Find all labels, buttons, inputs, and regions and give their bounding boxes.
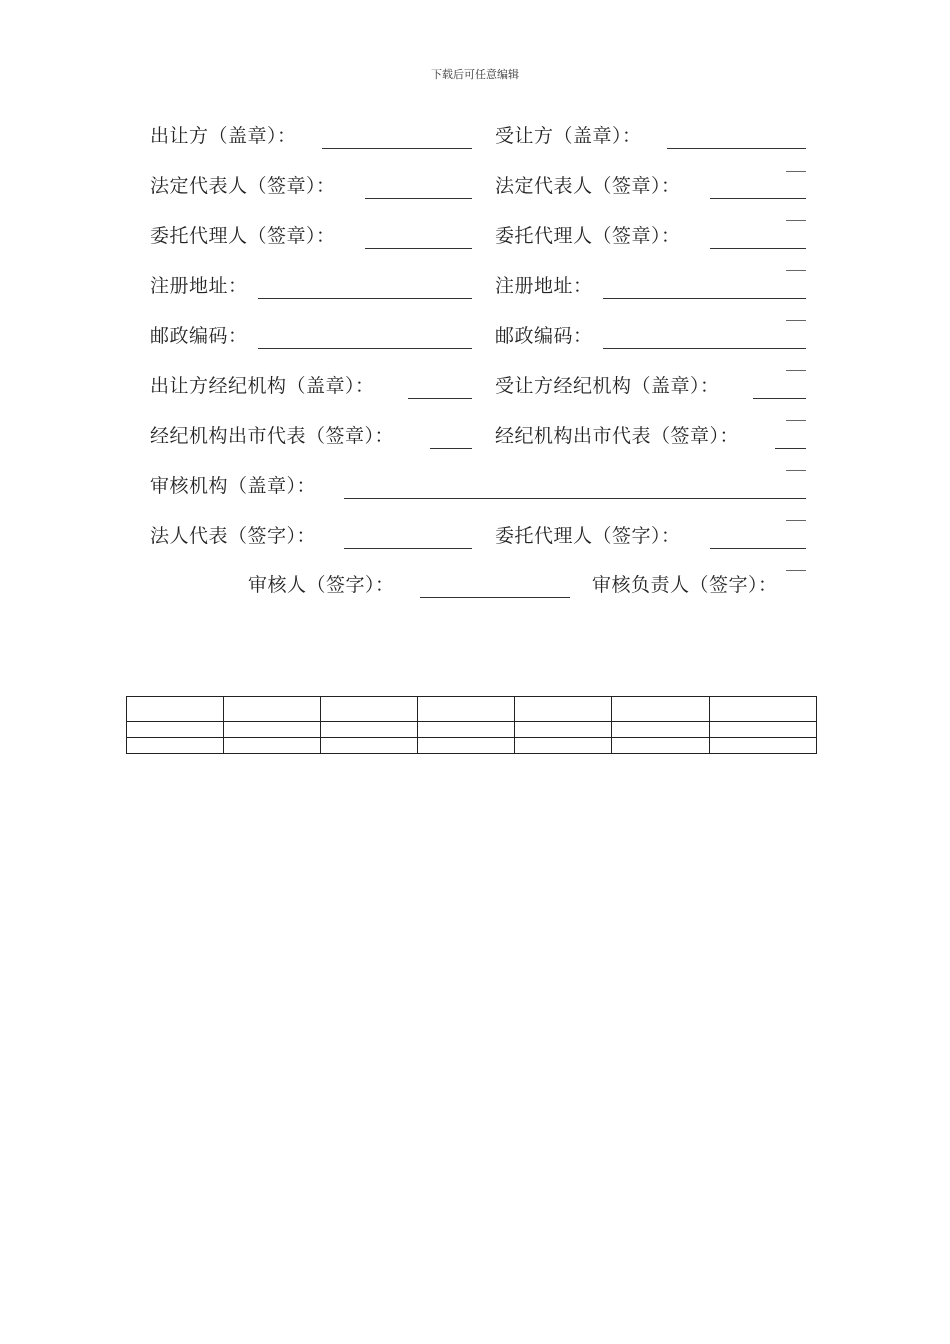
form-row-seal <box>0 121 950 151</box>
table-cell[interactable] <box>515 738 612 754</box>
grantee-seal-label: 受让方（盖章）： <box>495 125 642 147</box>
table-cell[interactable] <box>224 738 321 754</box>
grantor-broker-line <box>408 398 472 399</box>
agent-right-field[interactable] <box>495 221 806 251</box>
form-row-postcode <box>0 321 950 351</box>
address-left-field[interactable] <box>150 271 472 301</box>
broker-rep-right-field[interactable] <box>495 421 806 451</box>
grantor-broker-field[interactable] <box>150 371 472 401</box>
legal-rep-left-field[interactable] <box>150 171 472 201</box>
table-cell[interactable] <box>224 697 321 722</box>
table-cell[interactable] <box>710 738 817 754</box>
form-row-audit-sign <box>0 570 950 600</box>
audit-org-label: 审核机构（盖章）： <box>150 475 317 497</box>
broker-rep-right-label: 经纪机构出市代表（签章）： <box>495 425 740 447</box>
legal-rep-sign-field[interactable] <box>150 521 472 551</box>
grantor-seal-line <box>322 148 472 149</box>
audit-head-sign-field[interactable] <box>592 570 806 600</box>
table-cell[interactable] <box>127 697 224 722</box>
table-cell[interactable] <box>127 722 224 738</box>
grantor-broker-label: 出让方经纪机构（盖章）： <box>150 375 375 397</box>
broker-rep-left-label: 经纪机构出市代表（签章）： <box>150 425 395 447</box>
postcode-right-label: 邮政编码： <box>495 325 593 347</box>
agent-right-label: 委托代理人（签章）： <box>495 225 681 247</box>
agent-left-line <box>365 248 472 249</box>
grantee-broker-line <box>753 398 806 399</box>
broker-rep-right-line <box>775 448 806 449</box>
audit-org-line <box>344 498 806 499</box>
auditor-sign-line <box>420 597 570 598</box>
form-row-broker-rep <box>0 421 950 451</box>
table-cell[interactable] <box>612 722 710 738</box>
table-cell[interactable] <box>418 722 515 738</box>
grantee-seal-line <box>667 148 806 149</box>
empty-grid-table <box>126 696 817 754</box>
table-cell[interactable] <box>321 738 418 754</box>
grantor-seal-field[interactable] <box>150 121 472 151</box>
table-cell[interactable] <box>127 738 224 754</box>
broker-rep-left-line <box>430 448 472 449</box>
grantee-broker-field[interactable] <box>495 371 806 401</box>
table-row <box>127 722 817 738</box>
table-cell[interactable] <box>418 697 515 722</box>
legal-rep-left-line <box>365 198 472 199</box>
legal-rep-sign-line <box>344 548 472 549</box>
page-header: 下载后可任意编辑 <box>431 68 519 81</box>
form-row-sign <box>0 521 950 551</box>
table-cell[interactable] <box>515 722 612 738</box>
postcode-left-label: 邮政编码： <box>150 325 248 347</box>
address-right-label: 注册地址： <box>495 275 593 297</box>
grantor-seal-label: 出让方（盖章）： <box>150 125 297 147</box>
table-cell[interactable] <box>710 697 817 722</box>
agent-left-label: 委托代理人（签章）： <box>150 225 336 247</box>
grantee-seal-field[interactable] <box>495 121 806 151</box>
postcode-left-line <box>258 348 472 349</box>
agent-right-line <box>710 248 806 249</box>
form-row-agent <box>0 221 950 251</box>
audit-org-field[interactable] <box>150 471 806 501</box>
postcode-right-line <box>603 348 806 349</box>
legal-rep-right-line <box>710 198 806 199</box>
grantee-broker-label: 受让方经纪机构（盖章）： <box>495 375 720 397</box>
table-cell[interactable] <box>224 722 321 738</box>
table-cell[interactable] <box>612 697 710 722</box>
legal-rep-left-label: 法定代表人（签章）： <box>150 175 336 197</box>
postcode-right-field[interactable] <box>495 321 806 351</box>
auditor-sign-field[interactable] <box>248 570 570 600</box>
form-row-address <box>0 271 950 301</box>
legal-rep-right-field[interactable] <box>495 171 806 201</box>
table-row <box>127 697 817 722</box>
address-left-line <box>258 298 472 299</box>
table-cell[interactable] <box>321 722 418 738</box>
agent-sign-label: 委托代理人（签字）： <box>495 525 681 547</box>
form-row-broker <box>0 371 950 401</box>
form-row-audit-org <box>0 471 950 501</box>
legal-rep-sign-label: 法人代表（签字）： <box>150 525 317 547</box>
address-left-label: 注册地址： <box>150 275 248 297</box>
agent-sign-field[interactable] <box>495 521 806 551</box>
agent-sign-line <box>710 548 806 549</box>
address-right-field[interactable] <box>495 271 806 301</box>
postcode-left-field[interactable] <box>150 321 472 351</box>
audit-head-sign-label: 审核负责人（签字）： <box>592 574 778 596</box>
table-cell[interactable] <box>418 738 515 754</box>
legal-rep-right-label: 法定代表人（签章）： <box>495 175 681 197</box>
table-cell[interactable] <box>612 738 710 754</box>
agent-left-field[interactable] <box>150 221 472 251</box>
table-cell[interactable] <box>321 697 418 722</box>
form-row-legal-rep <box>0 171 950 201</box>
auditor-sign-label: 审核人（签字）： <box>248 574 395 596</box>
table-cell[interactable] <box>710 722 817 738</box>
broker-rep-left-field[interactable] <box>150 421 472 451</box>
table-row <box>127 738 817 754</box>
address-right-line <box>603 298 806 299</box>
table-cell[interactable] <box>515 697 612 722</box>
